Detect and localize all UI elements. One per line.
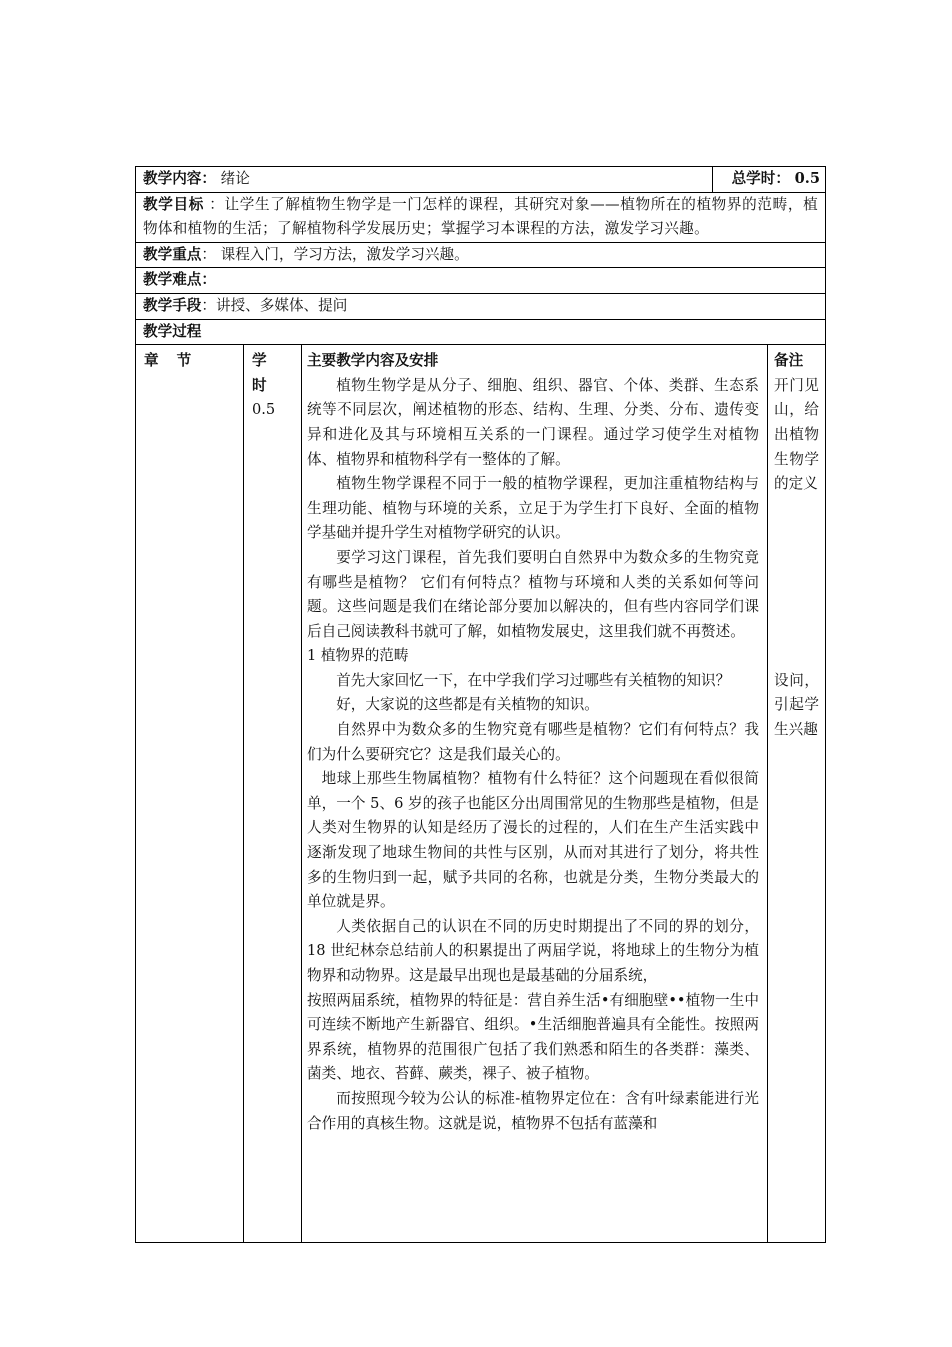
process-row xyxy=(136,320,825,346)
content-cell xyxy=(136,167,712,192)
paragraph: 人类依据自己的认识在不同的历史时期提出了不同的界的划分，18 世纪林奈总结前人的积累提出了两届学说，将地球上的生物分为植物界和动物界。这是最早出现也是最基础的分届系统， xyxy=(307,917,759,984)
content-row xyxy=(136,167,825,193)
key-points-row xyxy=(136,243,825,269)
content-header: 主要教学内容及安排 xyxy=(307,352,439,370)
key-points-label: 教学重点 xyxy=(143,245,202,263)
difficulties-label: 教学难点： xyxy=(143,271,216,289)
hours-header: 学时 xyxy=(252,352,267,394)
difficulties-row xyxy=(136,268,825,294)
process-label: 教学过程 xyxy=(143,322,202,340)
lesson-plan-table xyxy=(135,166,826,1243)
paragraph: 好，大家说的这些都是有关植物的知识。 xyxy=(336,696,599,714)
content-value: 绪论 xyxy=(220,170,250,187)
paragraph: 按照两届系统，植物界的特征是：营自养生活•有细胞壁••植物一生中可连续不断地产生新器官、组织。•生活细胞普遍具有全能性。按照两界系统，植物界的范围很广包括了我们熟悉和陌生的各类群：藻类、菌类、地衣、苔藓、蕨类，裸子、被子植物。 xyxy=(307,991,759,1083)
note-2: 设问，引起学生兴趣 xyxy=(774,671,819,738)
note-1: 开门见山，给出植物生物学的定义 xyxy=(774,376,819,493)
hours-column xyxy=(244,345,302,1242)
paragraph: 而按照现今较为公认的标准-植物界定位在：含有叶绿素能进行光合作用的真核生物。这就是说，植物界不包括有蓝藻和 xyxy=(307,1089,759,1132)
chapter-column xyxy=(136,345,244,1242)
paragraph: 地球上那些生物属植物？植物有什么特征？这个问题现在看似很简单，一个 5、6 岁的孩子也能区分出周围常见的生物那些是植物，但是人类对生物界的认知是经历了漫长的过程的，人们在生产生活实践中逐渐发现了地球生物间的共性与区别，从而对其进行了划分，将共性多的生物归到一起，赋予共同的名称，也就是分类，生物分类最大的单位就是界。 xyxy=(307,770,759,911)
paragraph: 植物生物学课程不同于一般的植物学课程，更加注重植物结构与生理功能、植物与环境的关系，立足于为学生打下良好、全面的植物学基础并提升学生对植物学研究的认识。 xyxy=(307,475,759,542)
notes-header: 备注 xyxy=(774,352,804,370)
total-hours-value: 0.5 xyxy=(794,170,820,187)
paragraph: 要学习这门课程，首先我们要明白自然界中为数众多的生物究竟有哪些是植物？ 它们有何特点？植物与环境和人类的关系如何等问题。这些问题是我们在绪论部分要加以解决的，但有些内容同学们课后自己阅读教科书就可了解，如植物发展史，这里我们就不再赘述。 xyxy=(307,548,759,640)
methods-text: ：讲授、多媒体、提问 xyxy=(201,296,348,314)
methods-label: 教学手段 xyxy=(143,296,202,314)
content-label: 教学内容： xyxy=(143,170,216,187)
chapter-header: 章节 xyxy=(144,352,210,370)
content-body xyxy=(307,374,759,1136)
goal-label: 教学目标 xyxy=(143,195,204,213)
goal-row xyxy=(136,193,825,243)
hours-value: 0.5 xyxy=(252,401,276,419)
process-grid xyxy=(136,345,825,1242)
content-column xyxy=(302,345,768,1242)
paragraph: 自然界中为数众多的生物究竟有哪些是植物？它们有何特点？我们为什么要研究它？这是我们最关心的。 xyxy=(307,721,759,763)
total-hours-label: 总学时： xyxy=(731,170,790,187)
paragraph: 植物生物学是从分子、细胞、组织、器官、个体、类群、生态系统等不同层次，阐述植物的形态、结构、生理、分类、分布、遗传变异和进化及其与环境相互关系的一门课程。通过学习使学生对植物体、植物界和植物科学有一整体的了解。 xyxy=(307,376,759,468)
methods-row xyxy=(136,294,825,320)
key-points-text: ： 课程入门，学习方法，激发学习兴趣。 xyxy=(201,245,469,263)
total-hours-cell xyxy=(712,167,825,192)
section-heading: 1 植物界的范畴 xyxy=(307,647,409,665)
notes-column xyxy=(768,345,825,1242)
paragraph: 首先大家回忆一下，在中学我们学习过哪些有关植物的知识？ xyxy=(336,671,731,689)
goal-text: ：让学生了解植物生物学是一门怎样的课程，其研究对象——植物所在的植物界的范畴，植物体和植物的生活；了解植物科学发展历史；掌握学习本课程的方法，激发学习兴趣。 xyxy=(143,195,818,238)
